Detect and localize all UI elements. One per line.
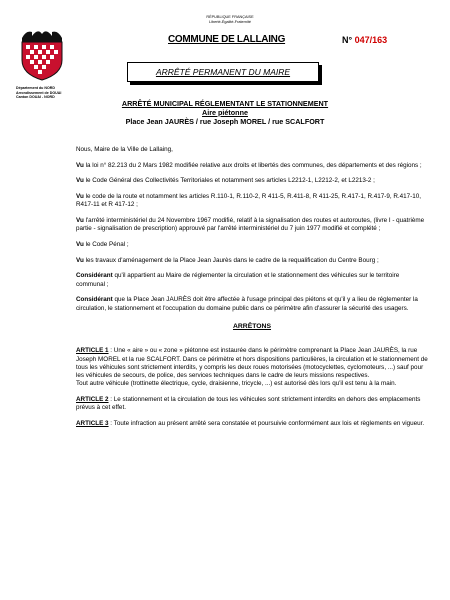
arretons-heading: ARRÊTONS (232, 322, 272, 330)
document-title (60, 100, 390, 126)
considerant-text: que la Place Jean JAURÈS doit être affectée à l'usage principal des piétons et qu'il y a lieu de réglementer la circulation, le stationnement et l'occupation du domaine public dans ce périmètre afin d'assurer la sécurité des usagers. (76, 296, 418, 312)
vu-keyword: Vu (76, 177, 84, 185)
article-1 (76, 347, 428, 388)
vu-paragraph (76, 241, 428, 249)
vu-keyword: Vu (76, 217, 84, 225)
considerant-text: qu'il appartient au Maire de réglementer la circulation et le stationnement des véhicules sur le territoire communal ; (76, 272, 400, 288)
vu-keyword: Vu (76, 161, 84, 169)
considerant-paragraph (76, 272, 428, 289)
vu-paragraph (76, 177, 428, 185)
arrondissement-line: Arrondissement de DOUAI (16, 90, 62, 95)
article-3 (76, 420, 428, 428)
commune-title: COMMUNE DE LALLAING (168, 34, 286, 45)
article-1-text: : Une « aire » ou « zone » piétonne est instaurée dans le périmètre comprenant la Place Jean JAURÈS, la rue Joseph MOREL et la rue SCALFORT. Dans ce périmètre et hors dispositions particulières, la circulation et le stationnement de tous les véhicules sont strictement interdits, y compris les deux roues motorisées (motocyclettes, cyclomoteurs, ...) sauf pour les véhicules de secours, de police, des services techniques dans le cadre de leurs missions respectives. (76, 347, 428, 380)
article-1-label: ARTICLE 1 (76, 347, 109, 355)
vu-paragraph (76, 162, 428, 170)
document-body (76, 146, 428, 436)
article-3-label: ARTICLE 3 (76, 420, 109, 428)
town-coat-of-arms-logo (18, 28, 66, 82)
number-label: N° (342, 35, 353, 45)
title-line-1: ARRÊTÉ MUNICIPAL RÉGLEMENTANT LE STATIONNEMENT (121, 99, 329, 108)
vu-text: le Code Pénal ; (83, 241, 129, 249)
considerant-paragraph (76, 296, 428, 313)
republic-header (170, 15, 290, 24)
considerant-keyword: Considérant (76, 272, 113, 280)
vu-paragraph (76, 217, 428, 234)
arrete-number (342, 35, 387, 45)
vu-keyword: Vu (76, 256, 84, 264)
number-value: 047/163 (354, 35, 388, 45)
vu-text: l'arrêté interministériel du 24 Novembre 1967 modifié, relatif à la signalisation des routes et autoroutes, (livre I - quatrième partie - signalisation de prescription) approuvé par l'arrêté interministériel du 7 juin 1977 modifié et complété ; (76, 217, 425, 233)
vu-text: le Code Général des Collectivités Territoriales et notamment ses articles L2212-1, L2212-2, et L2213-2 ; (83, 177, 375, 185)
vu-text: les travaux d'aménagement de la Place Jean Jaurès dans le cadre de la requalification du Centre Bourg ; (83, 256, 379, 264)
vu-keyword: Vu (76, 193, 84, 201)
title-line-2: Aire piétonne (202, 107, 248, 117)
vu-text: la loi n° 82.213 du 2 Mars 1982 modifiée relative aux droits et libertés des communes, des départements et des régions ; (83, 161, 422, 169)
considerant-keyword: Considérant (76, 296, 113, 304)
republic-name: RÉPUBLIQUE FRANÇAISE (206, 15, 254, 19)
canton-line: Canton DOUAI - NORD (16, 95, 55, 100)
article-2-label: ARTICLE 2 (76, 396, 109, 404)
vu-paragraph (76, 193, 428, 210)
article-2-text: : Le stationnement et la circulation de tous les véhicules sont strictement interdits en dehors des emplacements prévus à cet effet. (76, 396, 421, 412)
title-line-3: Place Jean JAURÈS / rue Joseph MOREL / rue SCALFORT (125, 116, 325, 126)
department-info (16, 86, 76, 100)
article-1-text-2: Tout autre véhicule (trottinette électrique, cycle, draisienne, tricycle, ...) est autorisé dès lors qu'il est tenu à la main. (76, 380, 397, 388)
article-3-text: : Toute infraction au présent arrêté sera constatée et poursuivie conformément aux lois et règlements en vigueur. (108, 420, 425, 428)
arrete-type-box: ARRÊTÉ PERMANENT DU MAIRE (127, 62, 319, 82)
department-line: Département du NORD (16, 86, 55, 90)
vu-text: le code de la route et notamment les articles R.110-1, R.110-2, R 411-5, R.411-8, R 411-25, R.417-1, R.417-9, R.417-10, R417-11 et R 417-12 ; (76, 193, 422, 209)
vu-paragraph (76, 257, 428, 265)
article-2 (76, 396, 428, 413)
republic-motto: Liberté-Égalité-Fraternité (209, 19, 251, 24)
intro-paragraph: Nous, Maire de la Ville de Lallaing, (76, 146, 173, 153)
vu-keyword: Vu (76, 241, 84, 249)
